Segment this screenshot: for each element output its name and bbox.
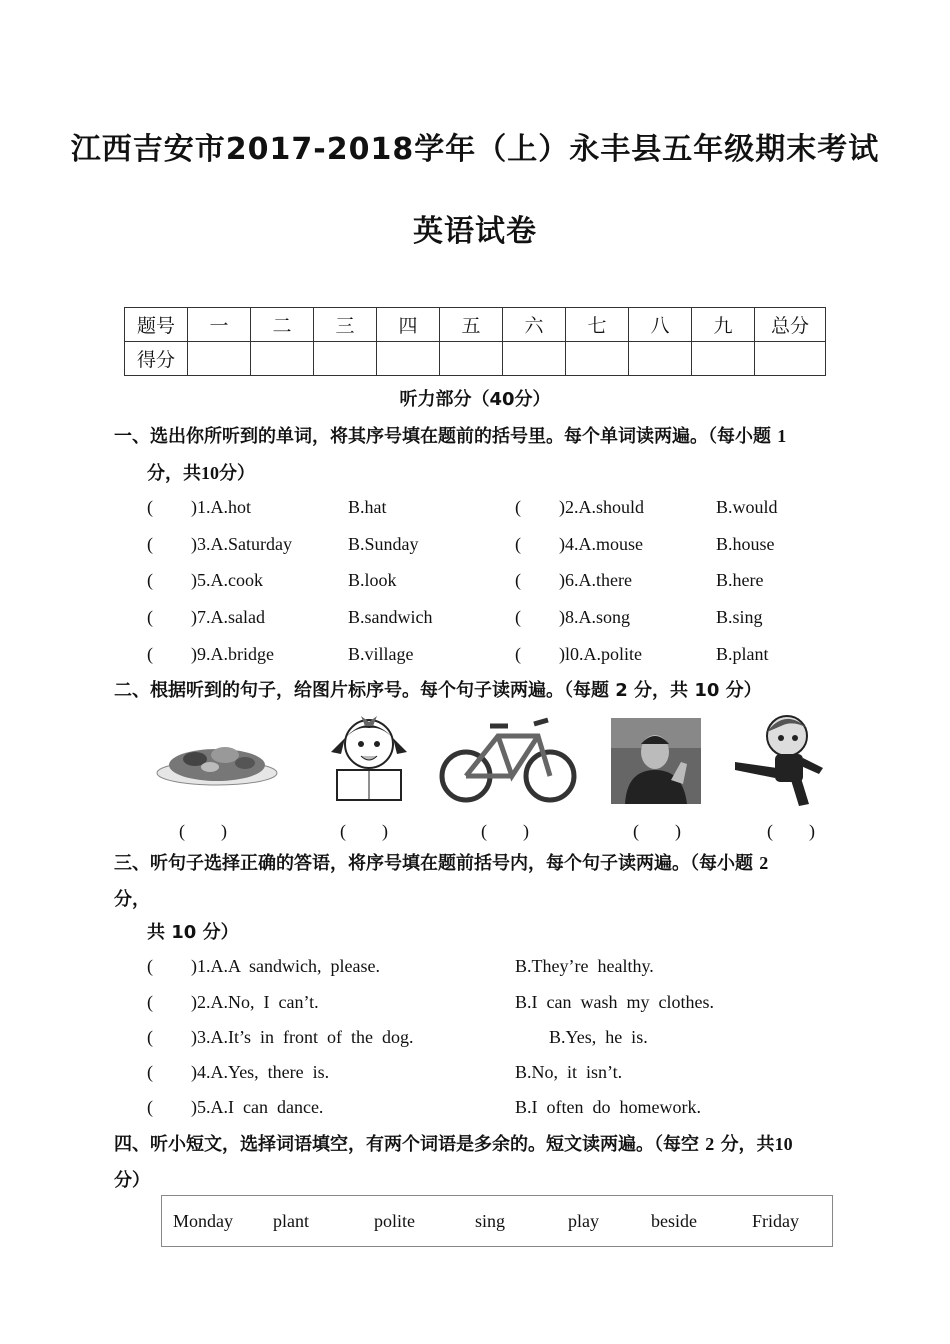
answer-paren[interactable]: ( bbox=[147, 534, 153, 554]
option-b: B.would bbox=[716, 497, 778, 517]
score-entry-cell[interactable] bbox=[314, 342, 377, 376]
score-cell: 九 bbox=[692, 308, 755, 342]
word-bank-item: plant bbox=[273, 1211, 309, 1231]
section3-title-text: 三、听句子选择正确的答语，将序号填在题前括号内，每个句子读两遍。（每小题 bbox=[114, 853, 753, 874]
score-table-header-row bbox=[125, 308, 826, 342]
salad-plate-image bbox=[155, 735, 280, 790]
exam-title-line2: 英语试卷 bbox=[413, 214, 537, 249]
word-bank-item: Monday bbox=[173, 1211, 233, 1231]
score-entry-cell[interactable] bbox=[566, 342, 629, 376]
word-bank bbox=[161, 1195, 833, 1247]
answer-paren[interactable]: ( bbox=[147, 644, 153, 664]
option-a: )8.A.song bbox=[559, 607, 630, 627]
option-a: )5.A.cook bbox=[191, 570, 263, 590]
exam-title-line1: 江西吉安市2017-2018学年（上）永丰县五年级期末考试 bbox=[70, 132, 880, 167]
word-bank-item: play bbox=[568, 1211, 599, 1231]
man-portrait-image bbox=[611, 718, 701, 804]
section1-title-total: 10 bbox=[201, 463, 219, 483]
section1-title-num: 1 bbox=[777, 426, 787, 446]
score-table-score-row bbox=[125, 342, 826, 376]
word-bank-item: polite bbox=[374, 1211, 415, 1231]
option-b: B.look bbox=[348, 570, 397, 590]
answer-paren[interactable]: ( bbox=[515, 570, 521, 590]
section4-title-total: 10 bbox=[774, 1134, 793, 1154]
section2-title: 二、根据听到的句子，给图片标序号。每个句子读两遍。（每题 2 分，共 10 分） bbox=[114, 680, 762, 701]
score-table bbox=[124, 307, 826, 376]
score-cell: 题号 bbox=[125, 308, 188, 342]
score-cell: 二 bbox=[251, 308, 314, 342]
score-cell: 一 bbox=[188, 308, 251, 342]
option-b: B.No, it isn’t. bbox=[515, 1062, 623, 1082]
option-a: )6.A.there bbox=[559, 570, 632, 590]
option-b: B.village bbox=[348, 644, 414, 664]
listening-heading: 听力部分（40分） bbox=[399, 389, 551, 410]
section4-title-num: 2 bbox=[705, 1134, 715, 1154]
section3-title-cont: 共 10 分） bbox=[147, 922, 239, 943]
word-bank-item: beside bbox=[651, 1211, 697, 1231]
option-a: )7.A.salad bbox=[191, 607, 265, 627]
option-b: B.I can wash my clothes. bbox=[515, 992, 714, 1012]
section3-title-text2: 分， bbox=[114, 889, 150, 910]
score-row-label: 得分 bbox=[125, 342, 188, 376]
score-cell: 总分 bbox=[755, 308, 826, 342]
option-a: )9.A.bridge bbox=[191, 644, 274, 664]
picture-answer-blank[interactable]: ( ) bbox=[340, 821, 388, 841]
option-a: )4.A.mouse bbox=[559, 534, 643, 554]
option-b: B.sing bbox=[716, 607, 763, 627]
section1-title bbox=[114, 418, 839, 492]
answer-paren[interactable]: ( bbox=[515, 534, 521, 554]
section3-title-num: 2 bbox=[759, 853, 769, 873]
option-a: )2.A.should bbox=[559, 497, 644, 517]
score-cell: 八 bbox=[629, 308, 692, 342]
score-cell: 四 bbox=[377, 308, 440, 342]
bicycle-image bbox=[438, 716, 580, 806]
answer-paren[interactable]: ( bbox=[147, 992, 153, 1012]
option-a: )l0.A.polite bbox=[559, 644, 642, 664]
score-cell: 六 bbox=[503, 308, 566, 342]
section4-title-text3: 分） bbox=[114, 1170, 150, 1191]
option-b: B.Yes, he is. bbox=[549, 1027, 648, 1047]
answer-paren[interactable]: ( bbox=[515, 497, 521, 517]
answer-paren[interactable]: ( bbox=[147, 1027, 153, 1047]
score-entry-cell[interactable] bbox=[440, 342, 503, 376]
answer-paren[interactable]: ( bbox=[147, 1062, 153, 1082]
score-cell: 三 bbox=[314, 308, 377, 342]
score-entry-cell[interactable] bbox=[692, 342, 755, 376]
word-bank-item: sing bbox=[475, 1211, 506, 1231]
picture-answer-blank[interactable]: ( ) bbox=[179, 821, 227, 841]
section1-title-text3: 分） bbox=[219, 463, 255, 484]
option-b: B.Sunday bbox=[348, 534, 419, 554]
section3-title bbox=[114, 845, 839, 918]
score-entry-cell[interactable] bbox=[377, 342, 440, 376]
answer-paren[interactable]: ( bbox=[515, 607, 521, 627]
option-a: )2.A.No, I can’t. bbox=[191, 992, 319, 1012]
section4-title-text2: 分，共 bbox=[720, 1134, 775, 1155]
score-cell: 五 bbox=[440, 308, 503, 342]
girl-reading-image bbox=[323, 708, 415, 806]
answer-paren[interactable]: ( bbox=[515, 644, 521, 664]
score-entry-cell[interactable] bbox=[629, 342, 692, 376]
score-entry-cell[interactable] bbox=[188, 342, 251, 376]
option-b: B.house bbox=[716, 534, 775, 554]
option-a: )5.A.I can dance. bbox=[191, 1097, 324, 1117]
answer-paren[interactable]: ( bbox=[147, 497, 153, 517]
option-a: )1.A.A sandwich, please. bbox=[191, 956, 380, 976]
section4-title-text: 四、听小短文，选择词语填空，有两个词语是多余的。短文读两遍。（每空 bbox=[114, 1134, 699, 1155]
answer-paren[interactable]: ( bbox=[147, 607, 153, 627]
boy-kicking-image bbox=[727, 708, 832, 808]
option-a: )3.A.Saturday bbox=[191, 534, 292, 554]
option-b: B.sandwich bbox=[348, 607, 433, 627]
answer-paren[interactable]: ( bbox=[147, 570, 153, 590]
picture-answer-blank[interactable]: ( ) bbox=[633, 821, 681, 841]
picture-answer-blank[interactable]: ( ) bbox=[481, 821, 529, 841]
option-b: B.here bbox=[716, 570, 764, 590]
option-b: B.hat bbox=[348, 497, 387, 517]
option-b: B.plant bbox=[716, 644, 769, 664]
picture-answer-blank[interactable]: ( ) bbox=[767, 821, 815, 841]
word-bank-item: Friday bbox=[752, 1211, 799, 1231]
answer-paren[interactable]: ( bbox=[147, 1097, 153, 1117]
option-a: )1.A.hot bbox=[191, 497, 251, 517]
option-b: B.They’re healthy. bbox=[515, 956, 654, 976]
option-b: B.I often do homework. bbox=[515, 1097, 701, 1117]
score-entry-cell[interactable] bbox=[503, 342, 566, 376]
section1-title-text2: 分，共 bbox=[147, 463, 201, 484]
section1-title-text: 一、选出你所听到的单词，将其序号填在题前的括号里。每个单词读两遍。（每小题 bbox=[114, 426, 771, 447]
answer-paren[interactable]: ( bbox=[147, 956, 153, 976]
option-a: )3.A.It’s in front of the dog. bbox=[191, 1027, 414, 1047]
score-entry-cell[interactable] bbox=[251, 342, 314, 376]
score-entry-cell[interactable] bbox=[755, 342, 826, 376]
option-a: )4.A.Yes, there is. bbox=[191, 1062, 330, 1082]
section4-title bbox=[114, 1126, 839, 1199]
score-cell: 七 bbox=[566, 308, 629, 342]
